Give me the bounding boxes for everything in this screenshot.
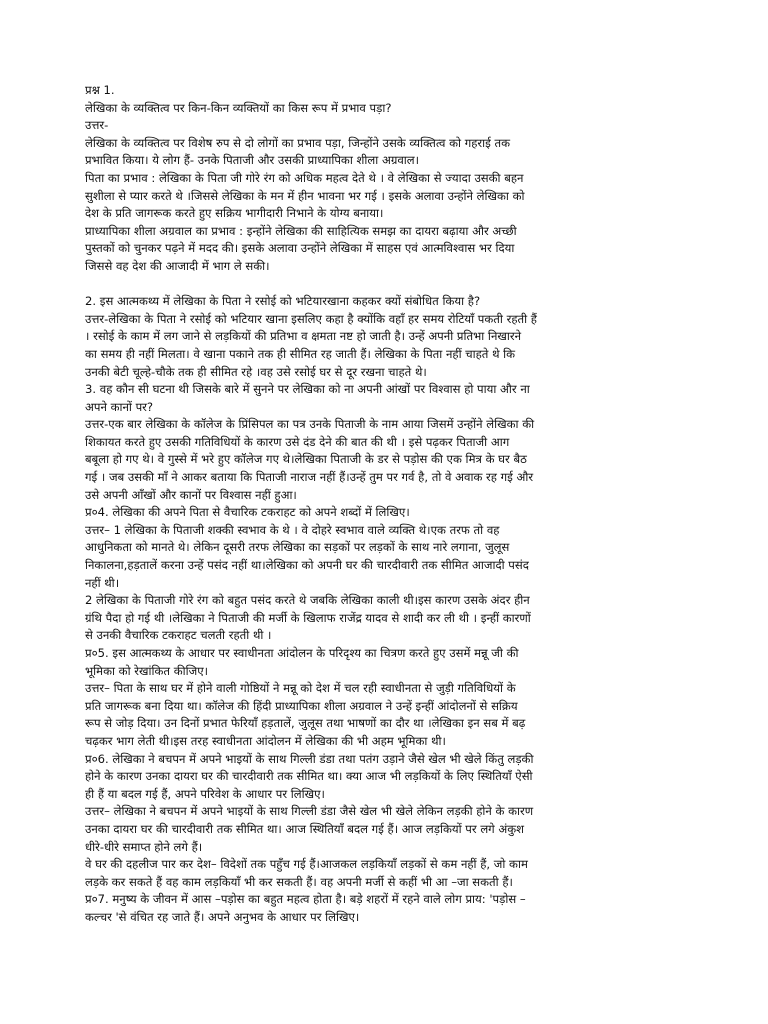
- text-line: शिकायत करते हुए उसकी गतिविधियों के कारण उसे दंड देने की बात की थी । इसे पढ़कर पिताजी आग: [85, 434, 510, 449]
- text-line: भूमिका को रेखांकित कीजिए।: [85, 663, 209, 678]
- text-line: उनकी बेटी चूल्हे-चौके तक ही सीमित रहे ।वह उसे रसोई घर से दूर रखना चाहते थे।: [85, 364, 427, 379]
- text-line: निकालना,हड़तालें करना उन्हें पसंद नहीं था।लेखिका को अपनी घर की चारदीवारी तक सीमित आजादी पसंद: [85, 558, 529, 573]
- text-line: बबूला हो गए थे। वे गुस्से में भरे हुए कॉलेज गए थे।लेखिका पिताजी के डर से पड़ोस की एक मित्र के घर बैठ: [85, 452, 527, 467]
- text-line: गई । जब उसकी माँ ने आकर बताया कि पिताजी नाराज नहीं हैं।उन्हें तुम पर गर्व है, तो वे अवाक रह गई और: [85, 470, 534, 485]
- text-line: कल्चर 'से वंचित रह जाते हैं। अपने अनुभव के आधार पर लिखिए।: [85, 909, 360, 924]
- text-line: ग्रंथि पैदा हो गई थी ।लेखिका ने पिताजी की मर्जी के खिलाफ राजेंद्र यादव से शादी कर ली थी । इन्हीं कारणों: [85, 610, 531, 625]
- text-line: उत्तर-एक बार लेखिका के कॉलेज के प्रिंसिपल का पत्र उनके पिताजी के नाम आया जिसमें उन्होंने लेखिका की: [85, 417, 535, 432]
- text-line: लेखिका के व्यक्तित्व पर किन-किन व्यक्तियों का किस रूप में प्रभाव पड़ा?: [85, 100, 392, 115]
- text-line: 2. इस आत्मकथ्य में लेखिका के पिता ने रसोई को भटियारखाना कहकर क्यों संबोधित किया है?: [85, 294, 481, 309]
- text-line: वे घर की दहलीज पार कर देश– विदेशों तक पहुँच गई हैं।आजकल लड़कियाँ लड़कों से कम नहीं हैं, जो काम: [85, 857, 528, 872]
- text-line: 3. वह कौन सी घटना थी जिसके बारे में सुनने पर लेखिका को ना अपनी आंखों पर विश्वास हो पाया और ना: [85, 382, 530, 397]
- text-line: चढ़कर भाग लेती थी।इस तरह स्वाधीनता आंदोलन में लेखिका की भी अहम भूमिका थी।: [85, 733, 446, 748]
- text-line: प्र०4. लेखिका की अपने पिता से वैचारिक टकराहट को अपने शब्दों में लिखिए।: [85, 505, 410, 520]
- text-line: [85, 276, 683, 294]
- text-line: प्रति जागरूक बना दिया था। कॉलेज की हिंदी प्राध्यापिका शीला अग्रवाल ने उन्हें इन्हीं आंदोलनों से सक्रिय: [85, 698, 518, 713]
- text-line: धीरे-धीरे समाप्त होने लगे हैं।: [85, 839, 203, 854]
- text-line: आधुनिकता को मानते थे। लेकिन दूसरी तरफ लेखिका का सड़कों पर लड़कों के साथ नारे लगाना, जुलूस: [85, 540, 510, 555]
- text-line: उत्तर-: [85, 118, 109, 133]
- text-line: सुशीला से प्यार करते थे ।जिससे लेखिका के मन में हीन भावना भर गई । इसके अलावा उन्होंने लेखिका को: [85, 188, 525, 203]
- text-line: प्रभावित किया। ये लोग हैं- उनके पिताजी और उसकी प्राध्यापिका शीला अग्रवाल।: [85, 153, 420, 168]
- text-line: उत्तर– पिता के साथ घर में होने वाली गोष्ठियों ने मन्नू को देश में चल रही स्वाधीनता से जुड़ी गतिविधियों के: [85, 681, 516, 696]
- text-line: । रसोई के काम में लग जाने से लड़कियों की प्रतिभा व क्षमता नष्ट हो जाती है। उन्हें अपनी प्रतिभा निखारने: [85, 329, 522, 344]
- document-body: [85, 82, 683, 927]
- text-line: उनका दायरा घर की चारदीवारी तक सीमित था। आज स्थितियाँ बदल गई हैं। आज लड़कियों पर लगे अंकुश: [85, 821, 525, 836]
- text-line: से उनकी वैचारिक टकराहट चलती रहती थी ।: [85, 628, 272, 643]
- text-line: का समय ही नहीं मिलता। वे खाना पकाने तक ही सीमित रह जाती हैं। लेखिका के पिता नहीं चाहते थे कि: [85, 346, 516, 361]
- text-line: 2 लेखिका के पिताजी गोरे रंग को बहुत पसंद करते थे जबकि लेखिका काली थी।इस कारण उसके अंदर हीन: [85, 593, 530, 608]
- text-line: देश के प्रति जागरूक करते हुए सक्रिय भागीदारी निभाने के योग्य बनाया।: [85, 206, 384, 221]
- text-line: उसे अपनी आँखों और कानों पर विश्वास नहीं हुआ।: [85, 487, 297, 502]
- text-line: नहीं थी।: [85, 575, 120, 590]
- text-line: लेखिका के व्यक्तित्व पर विशेष रुप से दो लोगों का प्रभाव पड़ा, जिन्होंने उसके व्यक्तित्व को गहराई तक: [85, 135, 511, 150]
- text-line: उत्तर– 1 लेखिका के पिताजी शक्की स्वभाव के थे । वे दोहरे स्वभाव वाले व्यक्ति थे।एक तरफ तो वह: [85, 522, 500, 537]
- text-line: प्र०6. लेखिका ने बचपन में अपने भाइयों के साथ गिल्ली डंडा तथा पतंग उड़ाने जैसे खेल भी खेले किंतु लड़की: [85, 751, 534, 766]
- text-line: होने के कारण उनका दायरा घर की चारदीवारी तक सीमित था। क्या आज भी लड़कियों के लिए स्थितियाँ ऐसी: [85, 769, 533, 784]
- text-line: प्र०7. मनुष्य के जीवन में आस –पड़ोस का बहुत महत्व होता है। बड़े शहरों में रहने वाले लोग प्राय: 'पड़ोस –: [85, 892, 526, 907]
- text-line: प्रश्न 1.: [85, 83, 115, 97]
- text-line: उत्तर– लेखिका ने बचपन में अपने भाइयों के साथ गिल्ली डंडा जैसे खेल भी खेले लेकिन लड़की होने के कारण: [85, 804, 534, 819]
- text-line: जिससे वह देश की आजादी में भाग ले सकी।: [85, 258, 270, 273]
- text-line: प्र०5. इस आत्मकथ्य के आधार पर स्वाधीनता आंदोलन के परिदृश्य का चित्रण करते हुए उसमें मन्नू जी की: [85, 646, 519, 660]
- text-line: लड़के कर सकते हैं वह काम लड़कियाँ भी कर सकती हैं। वह अपनी मर्जी से कहीं भी आ –जा सकती हैं।: [85, 874, 513, 889]
- text-line: ही हैं या बदल गई हैं, अपने परिवेश के आधार पर लिखिए।: [85, 786, 325, 801]
- text-line: पुस्तकों को चुनकर पढ़ने में मदद की। इसके अलावा उन्होंने लेखिका में साहस एवं आत्मविश्वास भर दिया: [85, 241, 515, 256]
- text-line: प्राध्यापिका शीला अग्रवाल का प्रभाव : इन्होंने लेखिका की साहित्यिक समझ का दायरा बढ़ाया और अच्छी: [85, 223, 517, 238]
- text-line: उत्तर-लेखिका के पिता ने रसोई को भटियार खाना इसलिए कहा है क्योंकि वहाँ हर समय रोटियाँ पकती रहती हैं: [85, 311, 537, 326]
- text-line: पिता का प्रभाव : लेखिका के पिता जी गोरे रंग को अधिक महत्व देते थे । वे लेखिका से ज्यादा उसकी बहन: [85, 170, 524, 185]
- text-line: रूप से जोड़ दिया। उन दिनों प्रभात फेरियाँ हड़तालें, जुलूस तथा भाषणों का दौर था ।लेखिका इन सब में बढ़: [85, 716, 526, 731]
- text-line: अपने कानों पर?: [85, 399, 154, 414]
